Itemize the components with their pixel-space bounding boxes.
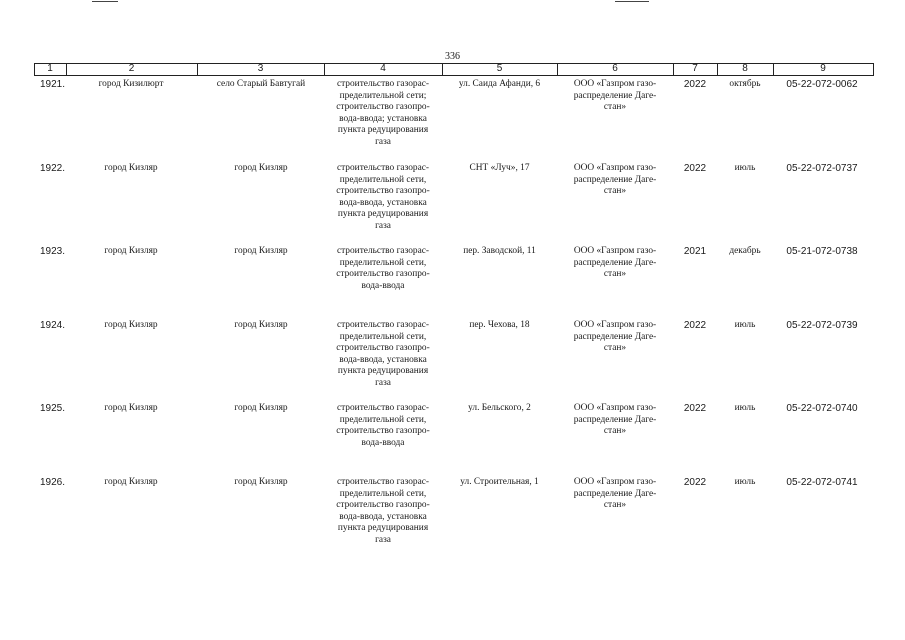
header-col-2: 2 <box>128 63 135 74</box>
year: 2021 <box>683 246 707 257</box>
settlement: город Кизляр <box>234 246 288 256</box>
month: июль <box>734 477 756 487</box>
year: 2022 <box>683 477 707 488</box>
organization: ООО «Газпром газо- распределение Даге- стан» <box>573 403 657 437</box>
row-number: 1925. <box>40 403 66 414</box>
work-description: строительство газорас- пределительной сети, строительство газопро- вода-ввода, установка пункта редуцирования газа <box>336 320 430 388</box>
address: пер. Чехова, 18 <box>469 320 530 330</box>
settlement: город Кизляр <box>234 477 288 487</box>
municipality: город Кизляр <box>104 477 158 487</box>
row-number: 1924. <box>40 320 66 331</box>
organization: ООО «Газпром газо- распределение Даге- стан» <box>573 163 657 197</box>
header-col-6: 6 <box>612 63 618 74</box>
code: 05-22-072-0741 <box>786 477 858 488</box>
month: декабрь <box>729 246 761 256</box>
organization: ООО «Газпром газо- распределение Даге- стан» <box>573 320 657 354</box>
address: ул. Строительная, 1 <box>460 477 539 487</box>
code: 05-22-072-0062 <box>786 79 858 90</box>
organization: ООО «Газпром газо- распределение Даге- стан» <box>573 79 657 113</box>
scan-edge-mark <box>615 1 649 2</box>
settlement: город Кизляр <box>234 320 288 330</box>
settlement: село Старый Бавтугай <box>216 79 306 89</box>
header-col-4: 4 <box>380 63 386 74</box>
settlement: город Кизляр <box>234 403 288 413</box>
municipality: город Кизилюрт <box>98 79 164 89</box>
year: 2022 <box>683 403 707 414</box>
municipality: город Кизляр <box>104 163 158 173</box>
month: июль <box>734 163 756 173</box>
year: 2022 <box>683 163 707 174</box>
month: июль <box>734 403 756 413</box>
header-col-3: 3 <box>257 63 264 74</box>
scan-edge-mark <box>92 1 118 2</box>
settlement: город Кизляр <box>234 163 288 173</box>
address: пер. Заводской, 11 <box>463 246 536 256</box>
address: ул. Бельского, 2 <box>468 403 531 413</box>
code: 05-21-072-0738 <box>786 246 858 257</box>
work-description: строительство газорас- пределительной сети; строительство газопро- вода-ввода; установка пункта редуцирования газа <box>336 79 430 147</box>
work-description: строительство газорас- пределительной сети, строительство газопро- вода-ввода <box>336 403 430 448</box>
row-number: 1922. <box>40 163 66 174</box>
header-col-7: 7 <box>692 63 698 74</box>
month: октябрь <box>729 79 761 89</box>
page-number: 336 <box>445 51 460 62</box>
row-number: 1923. <box>40 246 66 257</box>
work-description: строительство газорас- пределительной сети, строительство газопро- вода-ввода, установка пункта редуцирования газа <box>336 477 430 545</box>
municipality: город Кизляр <box>104 403 158 413</box>
code: 05-22-072-0737 <box>786 163 858 174</box>
work-description: строительство газорас- пределительной сети, строительство газопро- вода-ввода <box>336 246 430 291</box>
municipality: город Кизляр <box>104 246 158 256</box>
row-number: 1921. <box>40 79 66 90</box>
month: июль <box>734 320 756 330</box>
address: ул. Саида Афанди, 6 <box>458 79 541 89</box>
header-col-9: 9 <box>820 63 826 74</box>
header-col-1: 1 <box>47 63 53 74</box>
address: СНТ «Луч», 17 <box>469 163 530 173</box>
header-col-5: 5 <box>496 63 503 74</box>
municipality: город Кизляр <box>104 320 158 330</box>
row-number: 1926. <box>40 477 66 488</box>
work-description: строительство газорас- пределительной сети, строительство газопро- вода-ввода, установка пункта редуцирования газа <box>336 163 430 231</box>
year: 2022 <box>683 79 707 90</box>
organization: ООО «Газпром газо- распределение Даге- стан» <box>573 246 657 280</box>
year: 2022 <box>683 320 707 331</box>
organization: ООО «Газпром газо- распределение Даге- стан» <box>573 477 657 511</box>
code: 05-22-072-0740 <box>786 403 858 414</box>
header-col-8: 8 <box>742 63 748 74</box>
code: 05-22-072-0739 <box>786 320 858 331</box>
